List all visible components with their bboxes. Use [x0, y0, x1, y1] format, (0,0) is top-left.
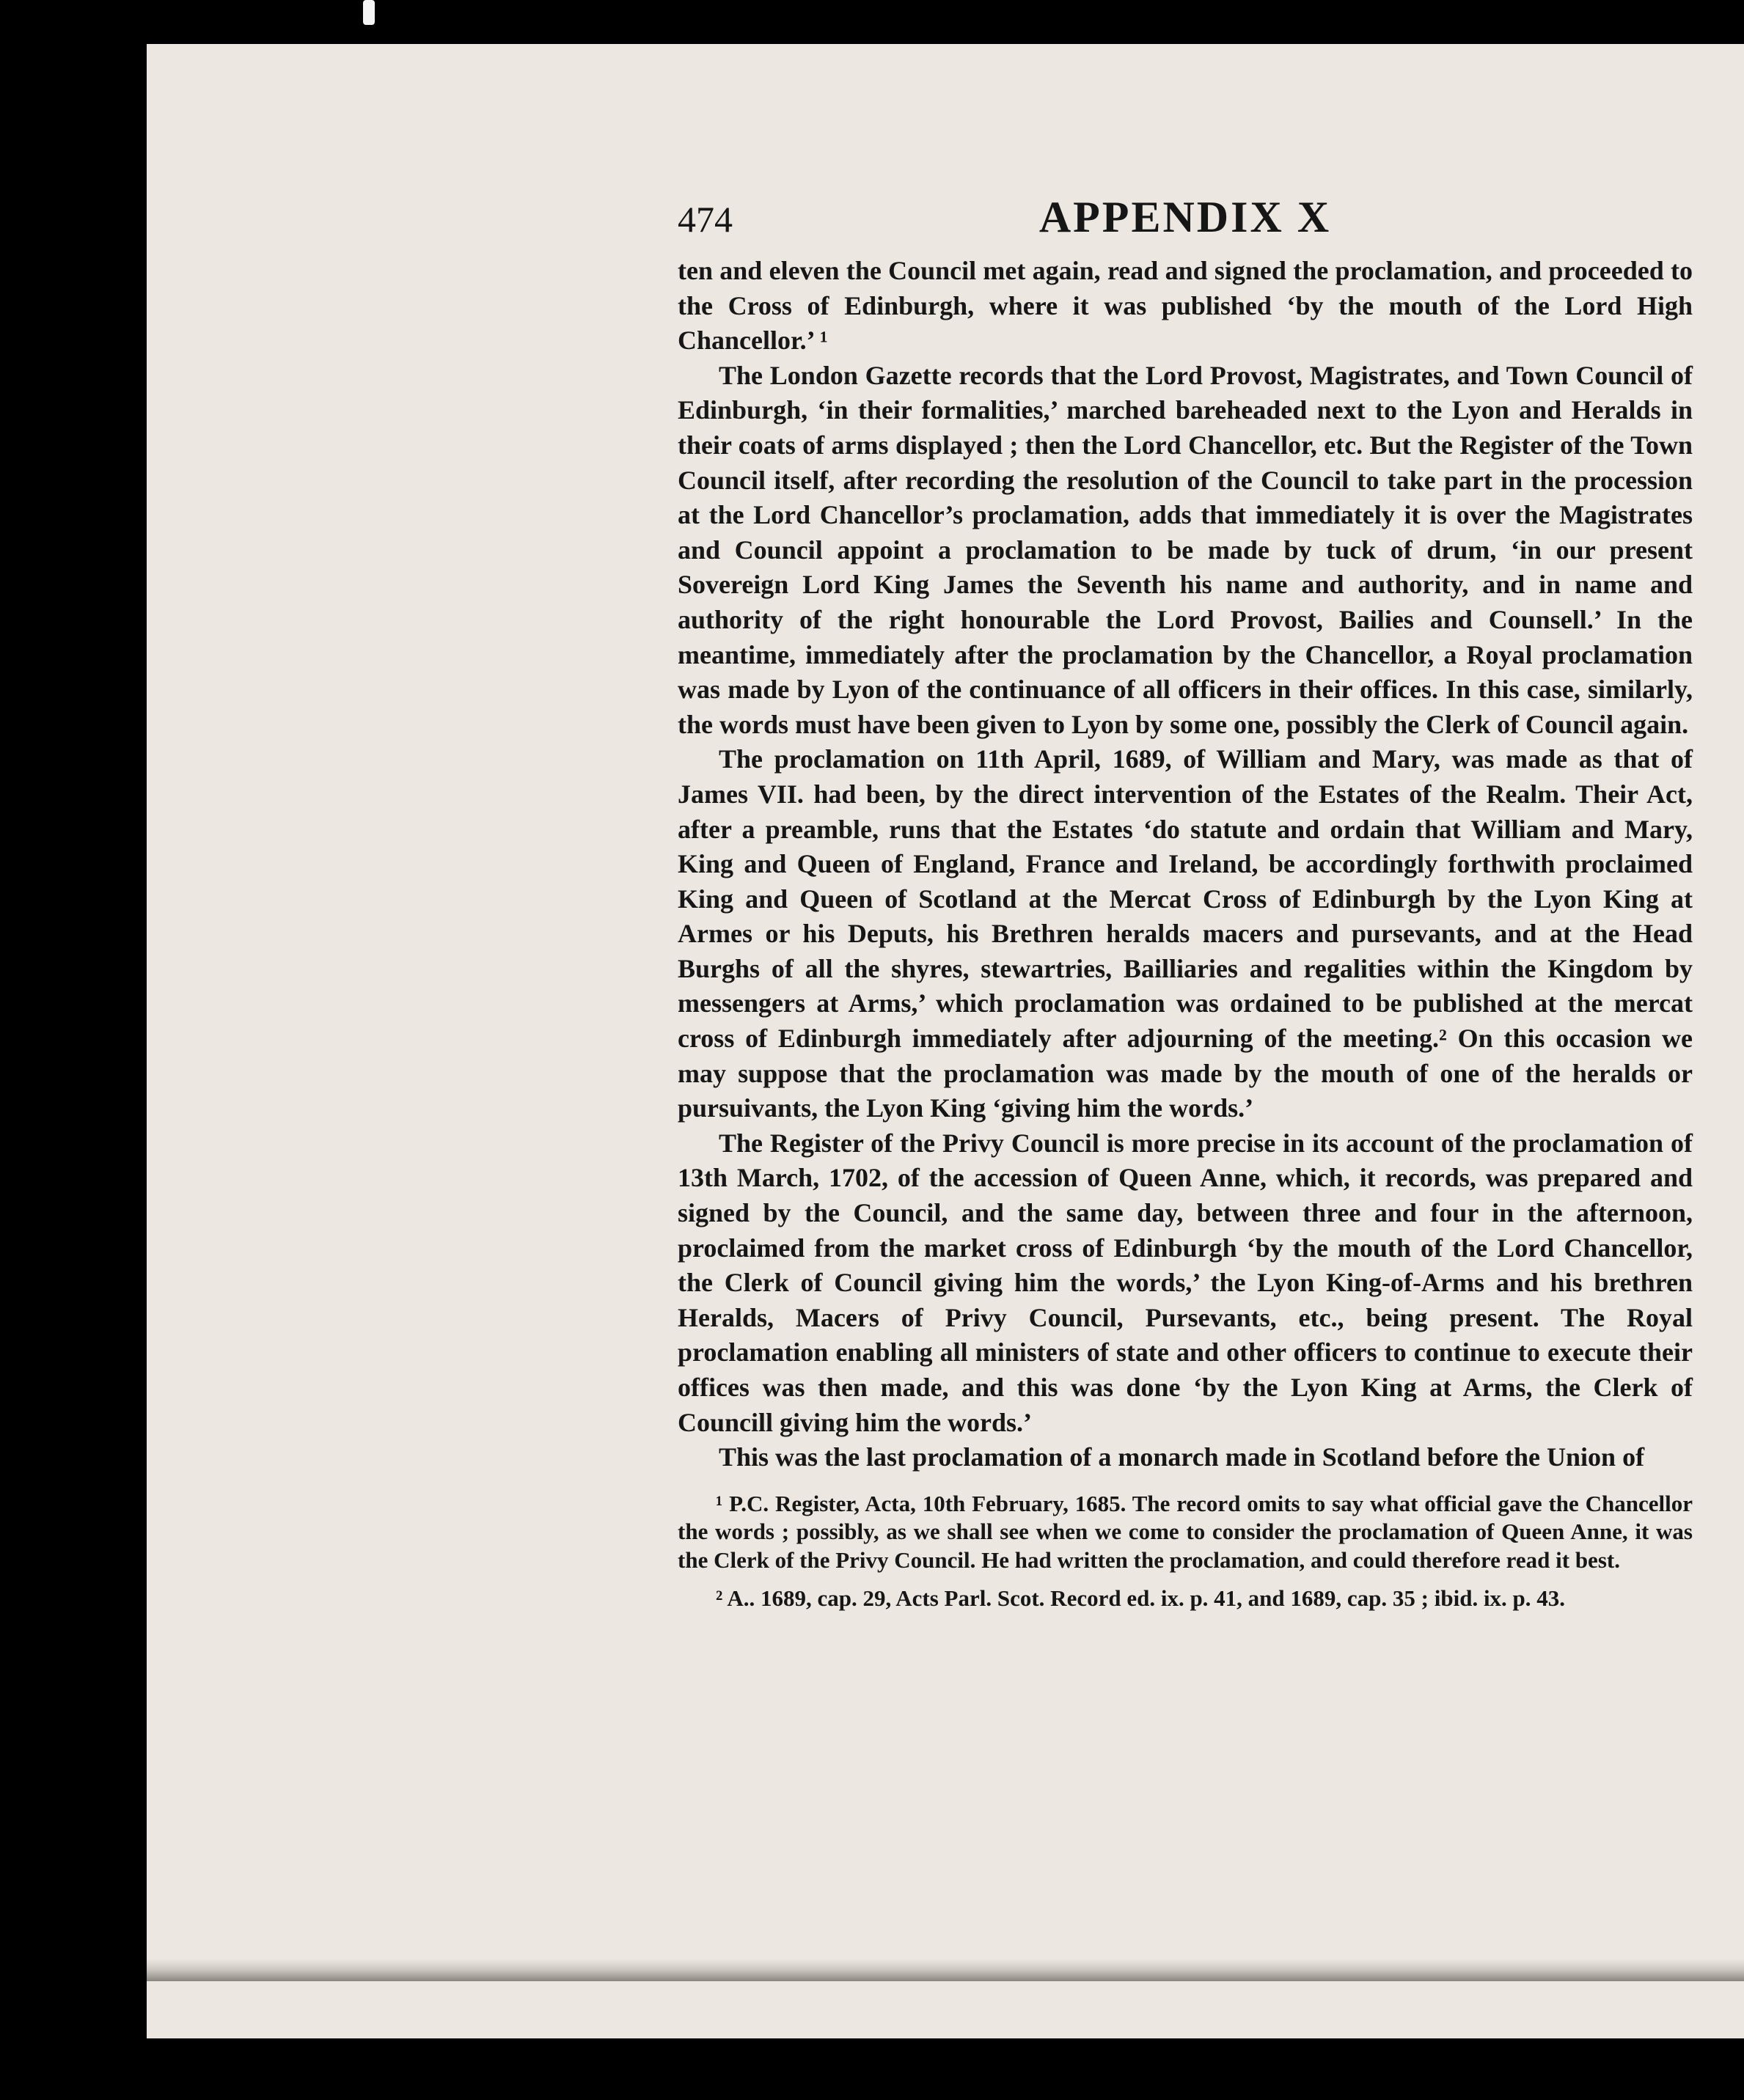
- running-header: [678, 188, 1693, 254]
- binding-mark: [363, 0, 375, 25]
- paragraph-1: ten and eleven the Council met again, read and signed the proclamation, and proceeded to the Cross of Edinburgh, where it was published ‘by the mouth of the Lord High Chancellor.’ ¹: [678, 256, 1693, 356]
- page-number: 474: [678, 199, 733, 240]
- paragraph-5: This was the last proclamation of a monarch made in Scotland before the Union of: [719, 1442, 1645, 1472]
- running-title: APPENDIX X: [1038, 193, 1332, 241]
- footnote-2: ² A.. 1689, cap. 29, Acts Parl. Scot. Record ed. ix. p. 41, and 1689, cap. 35 ; ibid. ix. p. 43.: [716, 1585, 1566, 1612]
- footnote-1: ¹ P.C. Register, Acta, 10th February, 1685. The record omits to say what official gave the Chancellor the words ; possibly, as we shall see when we come to consider the proclamation of Queen Anne, it was the Clerk of the Privy Council. He had written the proclamation, and could therefore read it best.: [678, 1490, 1693, 1573]
- page-bottom-shadow: [147, 1959, 1744, 1981]
- page-content: [678, 188, 1693, 1613]
- paragraph-2: The London Gazette records that the Lord Provost, Magistrates, and Town Council of Edinburgh, ‘in their formalities,’ marched bareheaded next to the Lyon and Heralds in their coats of arms displayed ; then the Lord Chancellor, etc. But the Register of the Town Council itself, after recording the resolution of the Council to take part in the procession at the Lord Chancellor’s proclamation, adds that immediately it is over the Magistrates and Council appoint a proclamation to be made by tuck of drum, ‘in our present Sovereign Lord King James the Seventh his name and authority, and in name and authority of the right honourable the Lord Provost, Bailies and Counsell.’ In the meantime, immediately after the proclamation by the Chancellor, a Royal proclamation was made by Lyon of the continuance of all officers in their offices. In this case, similarly, the words must have been given to Lyon by some one, possibly the Clerk of Council again.: [678, 360, 1693, 739]
- paragraph-4: The Register of the Privy Council is more precise in its account of the proclamation of 13th March, 1702, of the accession of Queen Anne, which, it records, was prepared and signed by the Council, and the same day, between three and four in the afternoon, proclaimed from the market cross of Edinburgh ‘by the mouth of the Lord Chancellor, the Clerk of Council giving him the words,’ the Lyon King-of-Arms and his brethren Heralds, Macers of Privy Council, Pursevants, etc., being present. The Royal proclamation enabling all ministers of state and other officers to continue to execute their offices was then made, and this was done ‘by the Lyon King at Arms, the Clerk of Councill giving him the words.’: [678, 1128, 1693, 1437]
- paragraph-3: The proclamation on 11th April, 1689, of William and Mary, was made as that of James VII. had been, by the direct intervention of the Estates of the Realm. Their Act, after a preamble, runs that the Estates ‘do statute and ordain that William and Mary, King and Queen of England, France and Ireland, be accordingly forthwith proclaimed King and Queen of Scotland at the Mercat Cross of Edinburgh by the Lyon King at Armes or his Deputs, his Brethren heralds macers and pursevants, and at the Head Burghs of all the shyres, stewartries, Bailliaries and regalities within the Kingdom by messengers at Arms,’ which proclamation was ordained to be published at the mercat cross of Edinburgh immediately after adjourning of the meeting.² On this occasion we may suppose that the proclamation was made by the mouth of one of the heralds or pursuivants, the Lyon King ‘giving him the words.’: [678, 744, 1693, 1123]
